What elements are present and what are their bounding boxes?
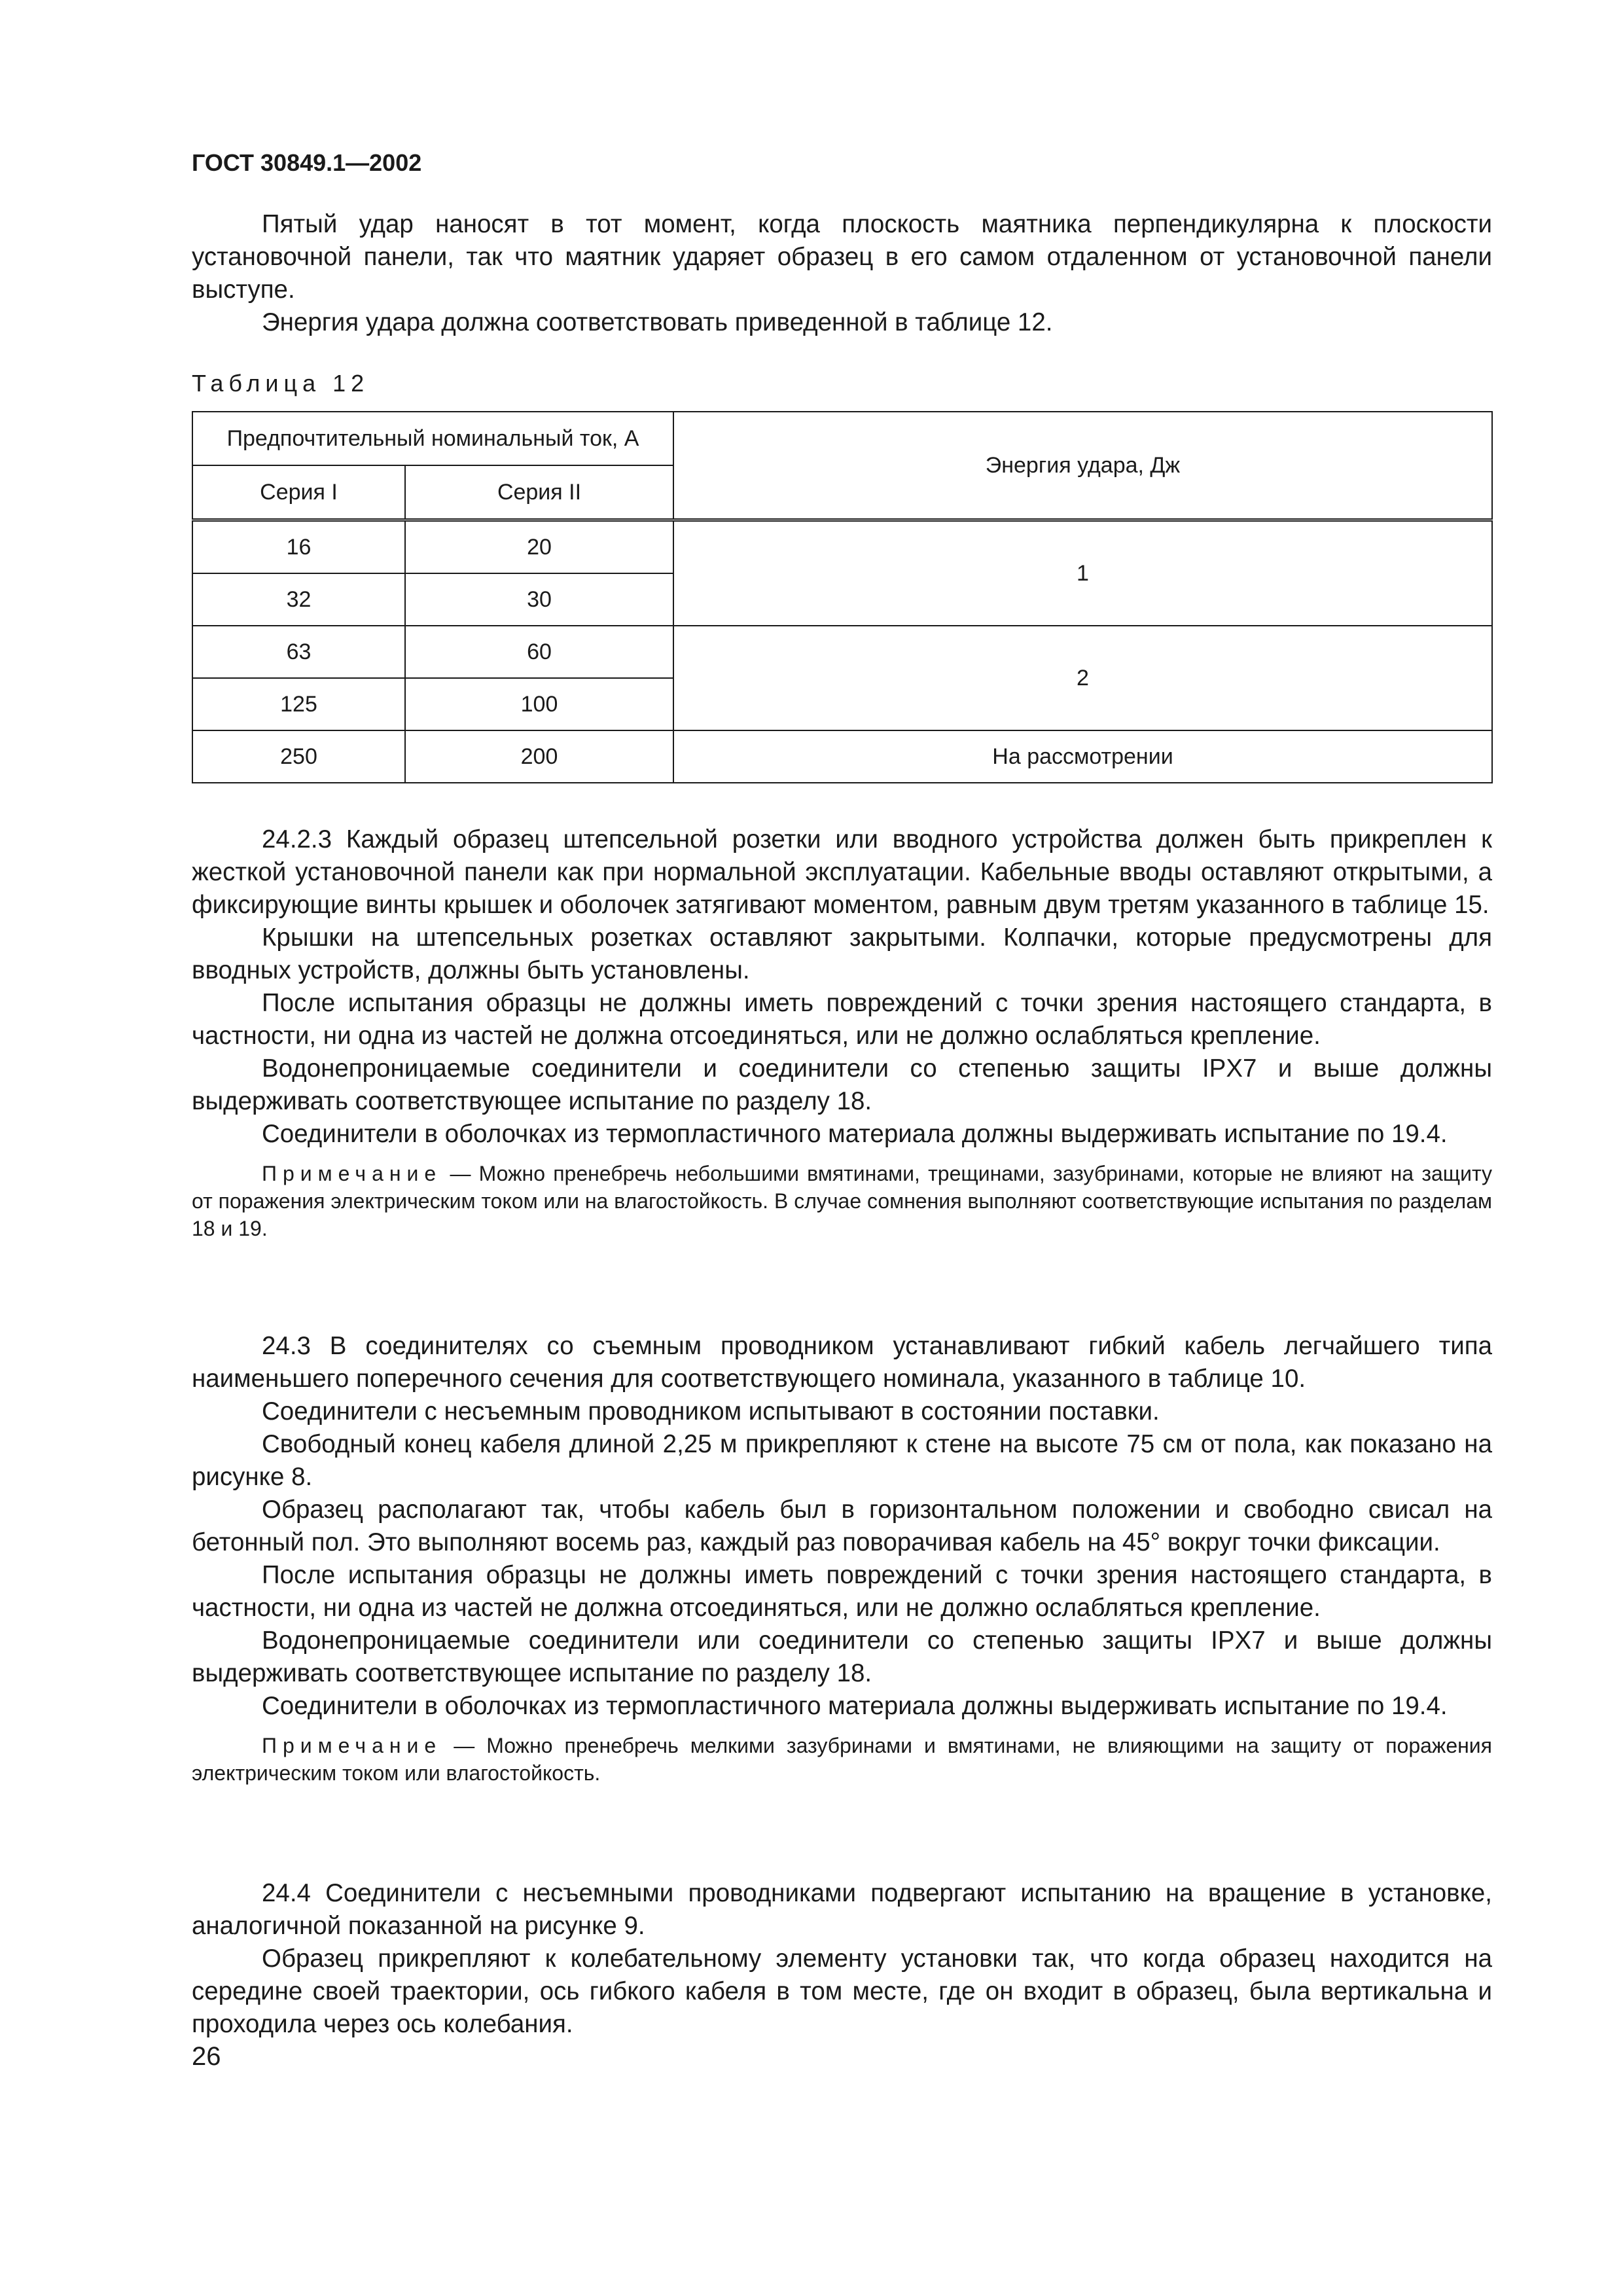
cell-energy: На рассмотрении	[673, 730, 1492, 783]
note-label: Примечание	[262, 1734, 442, 1757]
note-label: Примечание	[262, 1162, 442, 1185]
cell-energy: 2	[673, 626, 1492, 730]
paragraph: Энергия удара должна соответствовать приведенной в таблице 12.	[262, 308, 1053, 336]
paragraph: Образец располагают так, чтобы кабель был в горизонтальном положении и свободно свисал на бетонный пол. Это выполняют восемь раз, каждый раз поворачивая кабель на 45° вокруг точки фиксации.	[192, 1496, 1492, 1556]
paragraph: Водонепроницаемые соединители и соединители со степенью защиты IPX7 и выше должны выдерживать соответствующее испытание по разделу 18.	[192, 1054, 1492, 1115]
paragraph: Крышки на штепсельных розетках оставляют закрытыми. Колпачки, которые предусмотрены для вводных устройств, должны быть установлены.	[192, 924, 1492, 984]
table-row	[192, 520, 1492, 574]
table-row	[192, 730, 1492, 783]
table-row	[192, 626, 1492, 678]
section-24-4	[192, 1877, 1492, 2041]
paragraph: 24.2.3 Каждый образец штепсельной розетки или вводного устройства должен быть прикреплен к жесткой установочной панели как при нормальной эксплуатации. Кабельные вводы оставляют открытыми, а фиксирующие винты крышек и оболочек затягивают моментом, равным двум третям указанного в таблице 15.	[192, 825, 1492, 919]
note	[192, 1160, 1492, 1242]
note-text: — Можно пренебречь небольшими вмятинами, трещинами, зазубринами, которые не влияют на защиту от поражения электрическим током или на влагостойкость. В случае сомнения выполняют соответствующие испытания по разделам 18 и 19.	[192, 1162, 1492, 1240]
paragraph: Водонепроницаемые соединители или соединители со степенью защиты IPX7 и выше должны выдерживать соответствующее испытание по разделу 18.	[192, 1626, 1492, 1687]
table-caption: Таблица 12	[192, 370, 370, 397]
note-text: — Можно пренебречь мелкими зазубринами и вмятинами, не влияющими на защиту от поражения электрическим током или влагостойкость.	[192, 1734, 1492, 1785]
intro-text	[192, 208, 1492, 339]
cell-series2: 30	[405, 573, 673, 626]
paragraph: После испытания образцы не должны иметь повреждений с точки зрения настоящего стандарта, в частности, ни одна из частей не должна отсоединяться, или не должно ослабляться крепление.	[192, 1561, 1492, 1622]
cell-series2: 100	[405, 678, 673, 730]
cell-series1: 125	[192, 678, 405, 730]
impact-energy-table	[192, 411, 1493, 783]
paragraph: После испытания образцы не должны иметь повреждений с точки зрения настоящего стандарта, в частности, ни одна из частей не должна отсоединяться, или не должно ослабляться крепление.	[192, 989, 1492, 1050]
header-current: Предпочтительный номинальный ток, А	[192, 412, 673, 465]
paragraph: 24.3 В соединителях со съемным проводником устанавливают гибкий кабель легчайшего типа наименьшего поперечного сечения для соответствующего номинала, указанного в таблице 10.	[192, 1332, 1492, 1393]
cell-series2: 200	[405, 730, 673, 783]
header-series-2: Серия II	[405, 465, 673, 520]
paragraph: Образец прикрепляют к колебательному элементу установки так, что когда образец находится на середине своей траектории, ось гибкого кабеля в том месте, где он входит в образец, была вертикальна и проходила через ось колебания.	[192, 1945, 1492, 2038]
paragraph: Пятый удар наносят в тот момент, когда плоскость маятника перпендикулярна к плоскости установочной панели, так что маятник ударяет образец в его самом отдаленном от установочной панели выступе.	[192, 210, 1492, 304]
paragraph: Свободный конец кабеля длиной 2,25 м прикрепляют к стене на высоте 75 см от пола, как показано на рисунке 8.	[192, 1430, 1492, 1491]
document-header: ГОСТ 30849.1—2002	[192, 149, 422, 176]
header-series-1: Серия I	[192, 465, 405, 520]
section-24-3	[192, 1330, 1492, 1787]
header-energy: Энергия удара, Дж	[673, 412, 1492, 520]
paragraph: Соединители в оболочках из термопластичного материала должны выдерживать испытание по 19.4.	[262, 1120, 1448, 1148]
paragraph: Соединители в оболочках из термопластичного материала должны выдерживать испытание по 19.4.	[262, 1692, 1448, 1720]
cell-series2: 60	[405, 626, 673, 678]
section-24-2-3	[192, 823, 1492, 1242]
note	[192, 1732, 1492, 1787]
cell-series1: 16	[192, 520, 405, 574]
cell-energy: 1	[673, 520, 1492, 626]
cell-series1: 32	[192, 573, 405, 626]
paragraph: 24.4 Соединители с несъемными проводниками подвергают испытанию на вращение в установке, аналогичной показанной на рисунке 9.	[192, 1879, 1492, 1940]
cell-series1: 250	[192, 730, 405, 783]
cell-series2: 20	[405, 520, 673, 574]
paragraph: Соединители с несъемным проводником испытывают в состоянии поставки.	[262, 1397, 1160, 1426]
page-number: 26	[192, 2042, 221, 2071]
cell-series1: 63	[192, 626, 405, 678]
